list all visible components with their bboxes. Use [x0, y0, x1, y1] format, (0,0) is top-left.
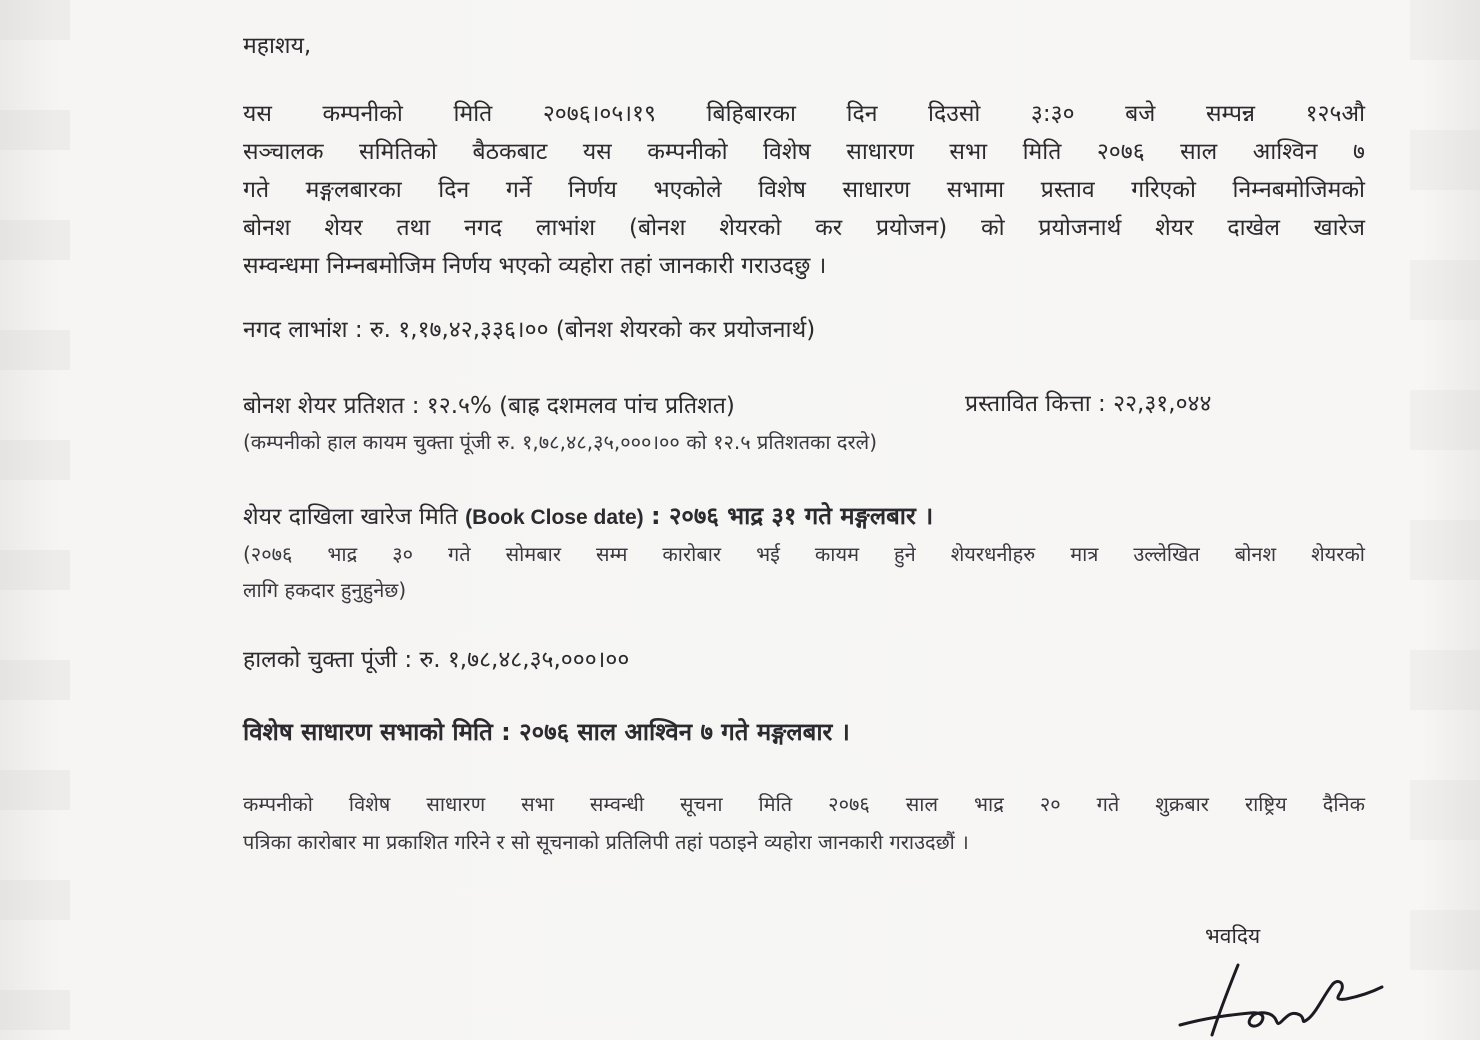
cash-dividend: नगद लाभांश : रु. १,१७,४२,३३६।०० (बोनश शेयरको कर प्रयोजनार्थ): [243, 317, 816, 343]
closing-line-2: पत्रिका कारोबार मा प्रकाशित गरिने र सो सूचनाको प्रतिलिपी तहां पठाइने व्यहोरा जानकारी गराउदछौं ।: [243, 830, 969, 854]
paid-up-capital: हालको चुक्ता पूंजी : रु. १,७८,४८,३५,०००।००: [243, 647, 630, 673]
proposed-units: प्रस्तावित कित्ता : २२,३१,०४४: [965, 391, 1212, 417]
paragraph-line-3: गते मङ्गलबारका दिन गर्ने निर्णय भएकोले विशेष साधारण सभामा प्रस्ताव गरिएको निम्नबमोजिमको: [243, 177, 1365, 203]
paragraph-line-2: सञ्चालक समितिको बैठकबाट यस कम्पनीको विशेष साधारण सभा मिति २०७६ साल आश्विन ७: [243, 139, 1365, 165]
sgm-date: विशेष साधारण सभाको मिति : २०७६ साल आश्विन ७ गते मङ्गलबार ।: [243, 718, 850, 746]
book-close-note-line-1: (२०७६ भाद्र ३० गते सोमबार सम्म कारोबार भई कायम हुने शेयरधनीहरु मात्र उल्लेखित बोनश शेयरको: [243, 542, 1365, 566]
paragraph-line-4: बोनश शेयर तथा नगद लाभांश (बोनश शेयरको कर प्रयोजन) को प्रयोजनार्थ शेयर दाखेल खारेज: [243, 215, 1365, 241]
salutation: महाशय,: [243, 33, 312, 59]
book-close-english: (Book Close date): [465, 506, 644, 529]
signature-image: [1150, 955, 1410, 1040]
paragraph-line-1: यस कम्पनीको मिति २०७६।०५।१९ बिहिबारका दिन दिउसो ३:३० बजे सम्पन्न १२५औ: [243, 101, 1365, 127]
book-close-note-line-2: लागि हकदार हुनुहुनेछ): [243, 578, 407, 602]
bonus-share-note: (कम्पनीको हाल कायम चुक्ता पूंजी रु. १,७८,४८,३५,०००।०० को १२.५ प्रतिशतका दरले): [243, 430, 878, 454]
sign-off: भवदिय: [1205, 924, 1261, 948]
book-close-date: [243, 502, 1365, 532]
scan-shadow-left: [0, 0, 70, 1040]
paragraph-line-5: सम्वन्धमा निम्नबमोजिम निर्णय भएको व्यहोरा तहां जानकारी गराउदछु ।: [243, 253, 827, 279]
book-close-value: : २०७६ भाद्र ३१ गते मङ्गलबार ।: [651, 502, 934, 530]
bonus-share-percent: बोनश शेयर प्रतिशत : १२.५% (बाह्र दशमलव पांच प्रतिशत): [243, 393, 735, 419]
closing-line-1: कम्पनीको विशेष साधारण सभा सम्वन्धी सूचना मिति २०७६ साल भाद्र २० गते शुक्रबार राष्ट्रिय दैनिक: [243, 792, 1365, 816]
book-close-label: शेयर दाखिला खारेज मिति: [243, 504, 458, 530]
scan-shadow-right: [1410, 0, 1480, 1040]
